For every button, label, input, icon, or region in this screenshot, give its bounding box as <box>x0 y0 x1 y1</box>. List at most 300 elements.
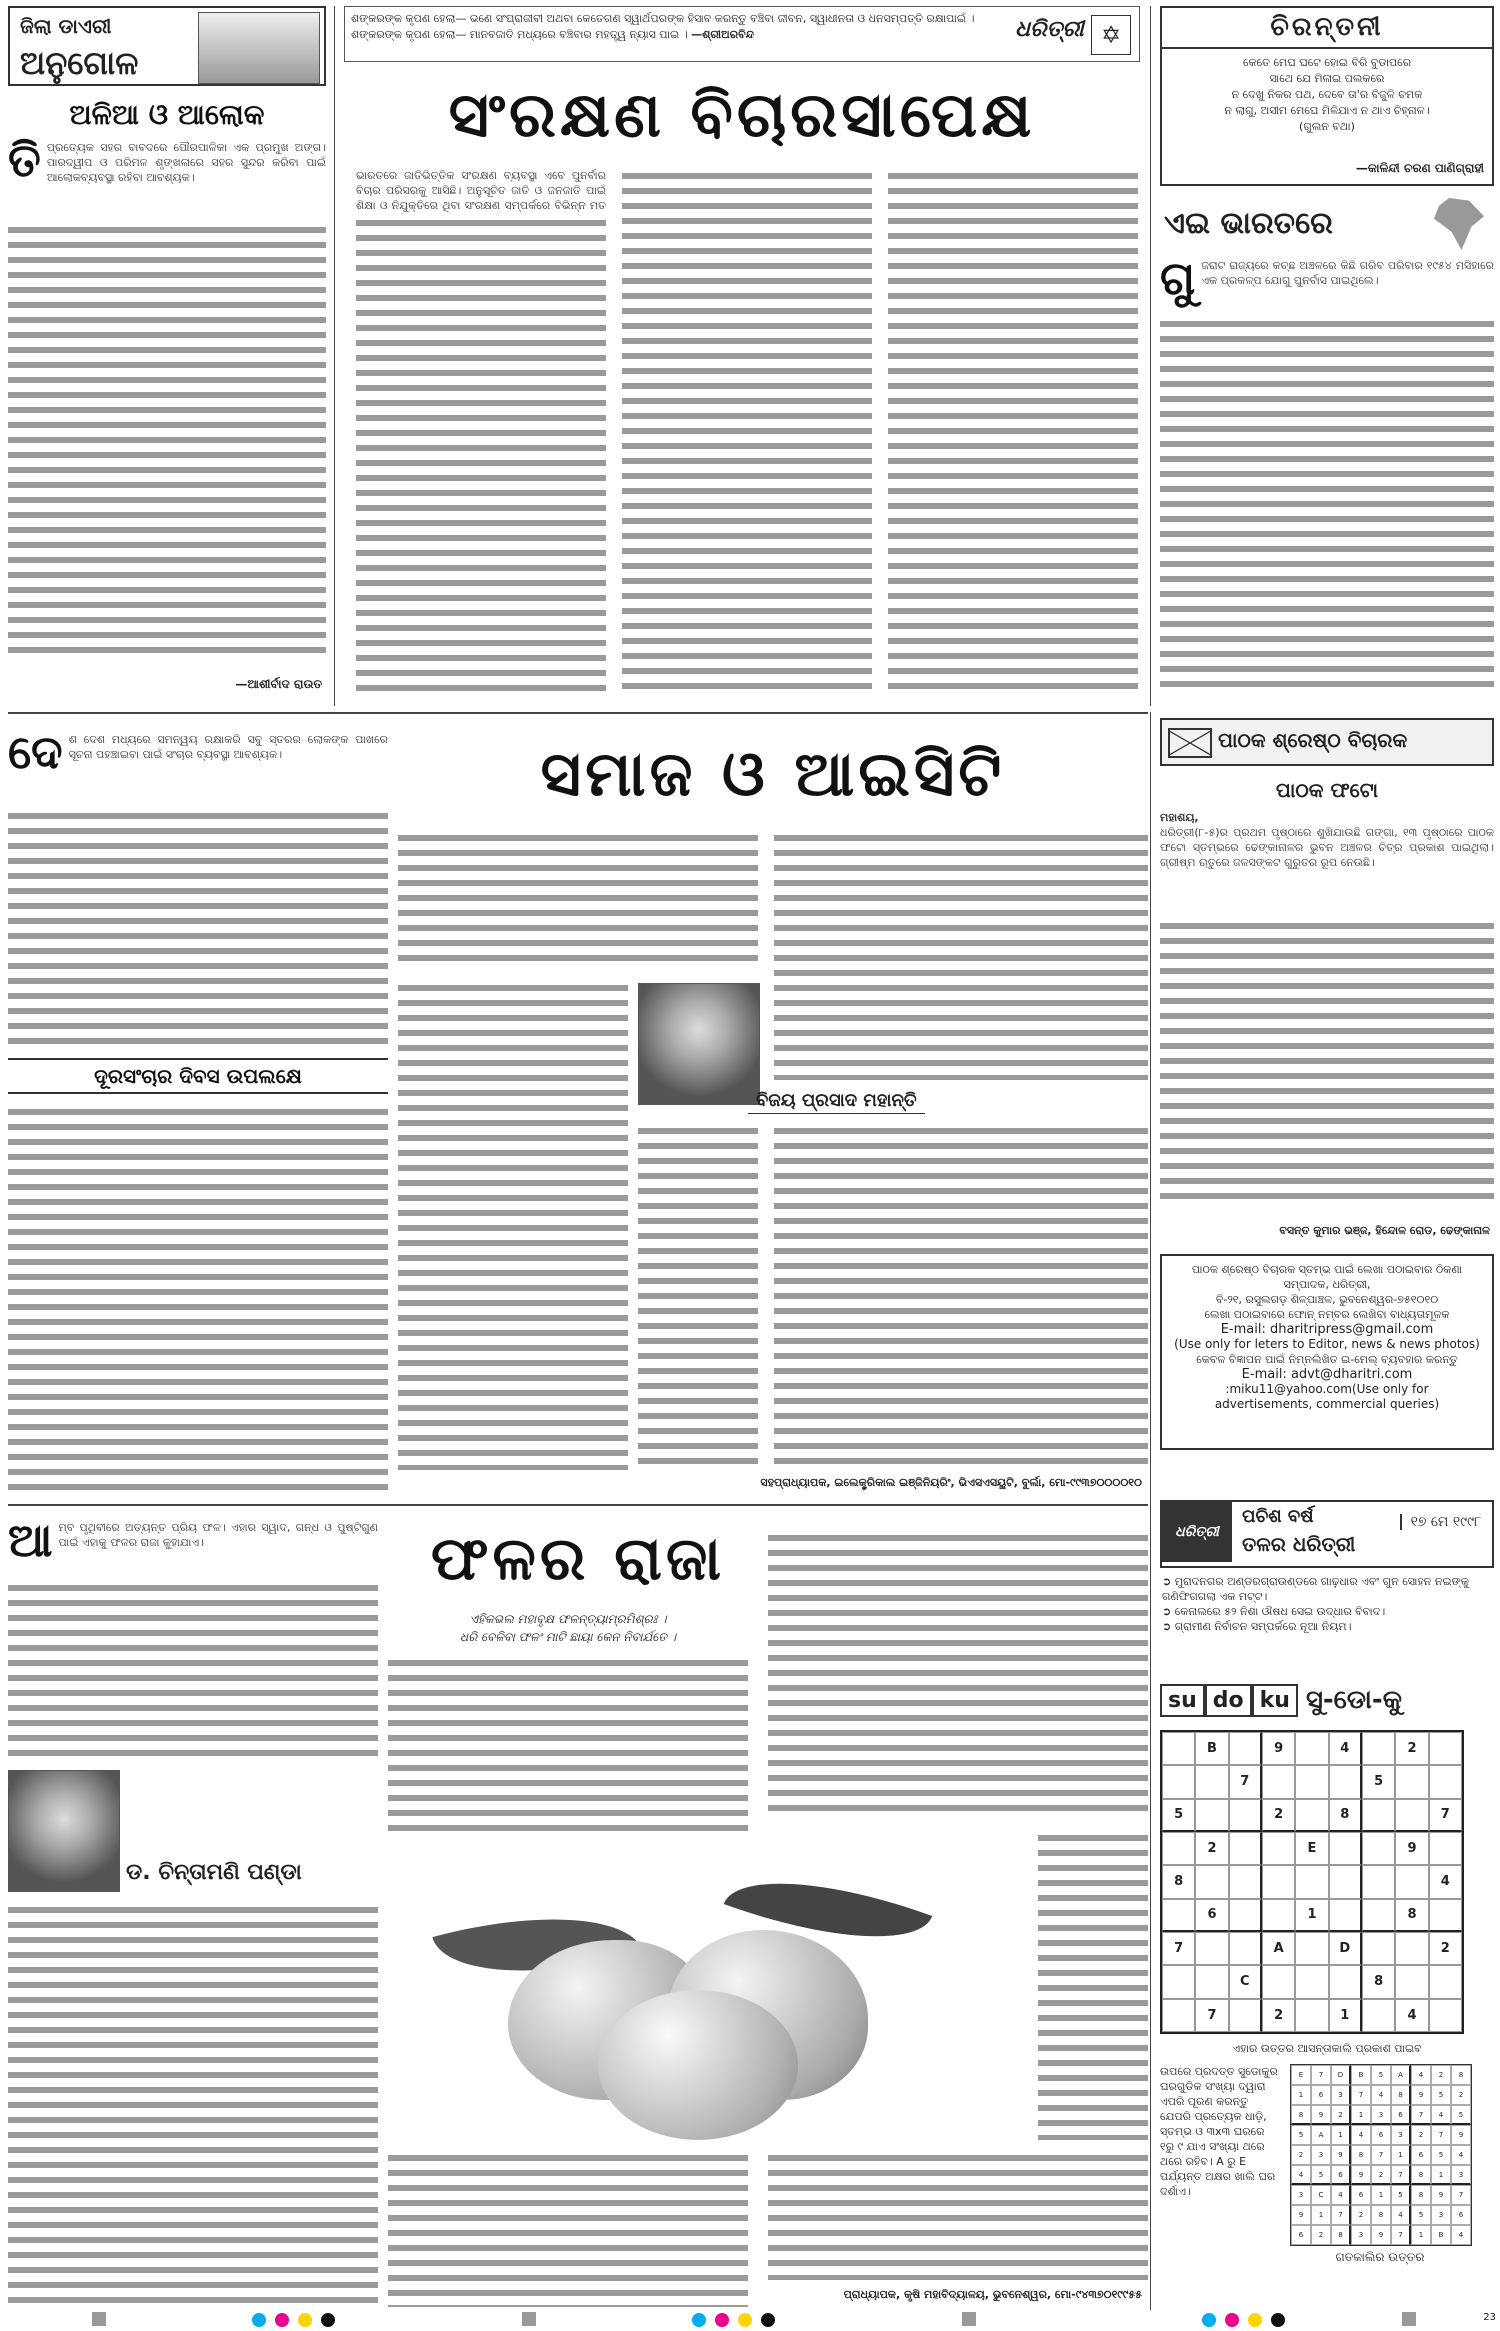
samaja-col2-left <box>398 980 628 1470</box>
sudoku-cell[interactable]: 7 <box>1162 1932 1195 1965</box>
sudoku-cell[interactable]: 2 <box>1262 1799 1295 1832</box>
sudoku-cell[interactable] <box>1295 1965 1328 1998</box>
sudoku-answer-cell: 4 <box>1371 2085 1391 2105</box>
sudoku-answer-cell: 4 <box>1411 2065 1431 2085</box>
ebharata-body <box>1160 316 1494 696</box>
yellow-dot <box>738 2313 752 2327</box>
sudoku-answer-cell: 4 <box>1351 2125 1371 2145</box>
phalara-author-photo <box>8 1770 120 1892</box>
dropcap: ଦେ <box>8 725 63 779</box>
sudoku-cell[interactable]: 9 <box>1262 1732 1295 1765</box>
sudoku-label-ku: ku <box>1252 1684 1298 1717</box>
sudoku-answer-cell: 1 <box>1431 2165 1451 2185</box>
sudoku-cell[interactable]: 4 <box>1429 1865 1462 1898</box>
pathaka-subheader: ପାଠକ ଫଟୋ <box>1275 778 1379 802</box>
sudoku-answer-cell: D <box>1331 2065 1351 2085</box>
sudoku-answer-cell: 5 <box>1391 2185 1411 2205</box>
sudoku-cell[interactable]: E <box>1295 1832 1328 1865</box>
samaja-subhead: ଦୂରସଂଚାର ଦିବସ ଉପଲକ୍ଷେ <box>94 1064 302 1088</box>
sudoku-answer-cell: 9 <box>1411 2085 1431 2105</box>
sudoku-cell[interactable] <box>1329 1832 1362 1865</box>
sudoku-answer-cell: 6 <box>1291 2225 1311 2245</box>
sudoku-answer-cell: 9 <box>1351 2165 1371 2185</box>
sudoku-answer-cell: 8 <box>1411 2165 1431 2185</box>
contact-line: ପାଠକ ଶ୍ରେଷ୍ଠ ବିଚାରକ ସ୍ତମ୍ଭ ପାଇଁ ଲେଖା ପଠାଇବାର ଠିକଣା <box>1191 1263 1463 1276</box>
sudoku-cell[interactable] <box>1162 1999 1195 2032</box>
samaja-title: ସମାଜ ଓ ଆଇସିଟି <box>540 737 1006 810</box>
registration-marks <box>0 2312 1500 2331</box>
sudoku-cell[interactable] <box>1195 1965 1228 1998</box>
sudoku-answer-cell: 2 <box>1431 2065 1451 2085</box>
sudoku-answer-cell: 5 <box>1311 2165 1331 2185</box>
sudoku-answer-cell: 7 <box>1311 2065 1331 2085</box>
sudoku-cell[interactable] <box>1395 1799 1428 1832</box>
sudoku-answer-cell: 6 <box>1411 2145 1431 2165</box>
main-editorial-col1 <box>356 215 606 695</box>
samaja-col2 <box>398 830 758 970</box>
sudoku-answer-cell: B <box>1431 2225 1451 2245</box>
sudoku-cell[interactable] <box>1229 1865 1262 1898</box>
sudoku-cell[interactable] <box>1362 1732 1395 1765</box>
sudoku-cell[interactable] <box>1395 1965 1428 1998</box>
cyan-dot <box>1202 2313 1216 2327</box>
samaja-lead-text: ଶ ଦେଶ ମଧ୍ୟରେ ସମନ୍ୱୟ ରକ୍ଷାକରି ସବୁ ସ୍ତରର ଲୋକଙ୍କ ପାଖରେ ସୂଚନା ପହଞ୍ଚାଇବା ପାଇଁ ସଂଚାର ବ୍ୟବସ୍ଥା ଆବଶ୍ୟକ। <box>68 733 388 761</box>
samaja-author-name: ବିଜୟ ପ୍ରସାଦ ମହାନ୍ତି <box>748 1088 925 1114</box>
sudoku-cell[interactable] <box>1295 1999 1328 2032</box>
quote-text-body: ଶଙ୍କରଙ୍କ କୃପଣ ହେଲା— ଭଣେ ସଂଘ୍ରାଜୀବୀ ଅଥବା କେତେଗଣ ସ୍ୱାର୍ଥପରଙ୍କ ହିସାବ କରନ୍ତୁ ବଞ୍ଚିବା ଜୀବନ, ସ୍ୱାଧୀନତା ଓ ଧନସମ୍ପତ୍ତି ରକ୍ଷାପାଇଁ । ଶଙ୍କରଙ୍କ କୃପଣ ହେଲା— ମାନବଜାତି ମଧ୍ୟରେ ବଞ୍ଚିବାର ମହତ୍ତ୍ୱ ନ୍ୟାସ ପାଇ । <box>351 12 975 41</box>
dropcap: ତି <box>8 133 41 187</box>
sudoku-cell[interactable] <box>1395 1932 1428 1965</box>
dharitri-logo: ଧରିତ୍ରୀ <box>1015 17 1084 42</box>
yellow-dot <box>298 2313 312 2327</box>
pachisha-item: ➲ ମୁରାଦନଗର ଅଣ୍ଡରଗ୍ରାଉଣ୍ଡରେ ଗାଢ଼ଧାର ଏବଂ ଗୁନ ସୋହନ ନଇଙ୍କୁ ଗଣିଫିଗଗଲା ଏକ ମଟ୍ଟ। <box>1162 1575 1469 1603</box>
contact-box <box>1160 1254 1494 1450</box>
phalara-col1-top <box>8 1580 378 1760</box>
sudoku-answer-cell: 8 <box>1291 2105 1311 2125</box>
sudoku-answer-cell: 4 <box>1391 2205 1411 2225</box>
gray-swatch <box>962 2312 976 2326</box>
sudoku-answer-cell: 5 <box>1291 2125 1311 2145</box>
sudoku-answer-cell: 9 <box>1331 2145 1351 2165</box>
poem-line: ସାଥେ ଯେ ମିଳାଇ ପଲକରେ <box>1269 72 1385 85</box>
column-rule <box>334 6 335 706</box>
district-building-photo <box>198 12 320 84</box>
sudoku-cell[interactable] <box>1162 1765 1195 1798</box>
phalara-byline: ପ୍ରାଧ୍ୟାପକ, କୃଷି ମହାବିଦ୍ୟାଳୟ, ଭୁବନେଶ୍ୱର, ମୋ-୯୪୩୭୦୧୯୯୫୫ <box>843 2288 1142 2301</box>
black-dot <box>761 2313 775 2327</box>
sudoku-cell[interactable]: A <box>1262 1932 1295 1965</box>
color-dots <box>250 2312 337 2331</box>
sudoku-answer-cell: A <box>1391 2065 1411 2085</box>
sudoku-cell[interactable]: 7 <box>1429 1799 1462 1832</box>
sudoku-answer-cell: 6 <box>1351 2185 1371 2205</box>
sudoku-cell[interactable] <box>1195 1765 1228 1798</box>
sudoku-cell[interactable] <box>1362 1799 1395 1832</box>
ebharata-section <box>1160 196 1494 700</box>
sudoku-answer-cell: 2 <box>1291 2145 1311 2165</box>
phalara-lead-text: ମ୍ବ ପୃଥିବୀରେ ଅତ୍ୟନ୍ତ ପ୍ରିୟ ଫଳ। ଏହାର ସ୍ୱାଦ, ଗନ୍ଧ ଓ ପୁଷ୍ଟିଗୁଣ ପାଇଁ ଏହାକୁ ଫଳର ରାଜା କୁହାଯାଏ। <box>58 1521 378 1549</box>
pathaka-body-filler <box>1160 918 1494 1208</box>
sudoku-answer-cell: 8 <box>1411 2185 1431 2205</box>
main-editorial-col3 <box>888 168 1138 695</box>
gray-swatch <box>1402 2312 1416 2326</box>
sudoku-cell[interactable] <box>1262 1865 1295 1898</box>
sudoku-cell[interactable]: 5 <box>1162 1799 1195 1832</box>
sudoku-answer-cell: 9 <box>1311 2105 1331 2125</box>
sudoku-previous-answer-grid <box>1290 2064 1472 2246</box>
main-editorial <box>344 70 1140 700</box>
sudoku-section <box>1160 1678 1494 2308</box>
chirantani-attribution: —କାଳିନ୍ଦୀ ଚରଣ ପାଣିଗ୍ରାହୀ <box>1355 161 1484 175</box>
sudoku-cell[interactable]: 1 <box>1295 1899 1328 1932</box>
sudoku-cell[interactable] <box>1162 1832 1195 1865</box>
sudoku-answer-cell: 6 <box>1371 2125 1391 2145</box>
sudoku-answer-cell: 1 <box>1371 2185 1391 2205</box>
chirantani-poem <box>1162 49 1492 141</box>
sudoku-answer-cell: 7 <box>1411 2105 1431 2125</box>
sudoku-grid[interactable] <box>1160 1730 1464 2034</box>
contact-email-note: (Use only for leters to Editor, news & news photos) <box>1174 1337 1480 1351</box>
sudoku-cell[interactable] <box>1362 1899 1395 1932</box>
sudoku-answer-cell: 3 <box>1451 2165 1471 2185</box>
sudoku-cell[interactable]: 9 <box>1395 1832 1428 1865</box>
sudoku-answer-cell: 6 <box>1451 2205 1471 2225</box>
sudoku-cell[interactable] <box>1395 1865 1428 1898</box>
pathaka-section <box>1160 718 1494 1248</box>
sudoku-answer-cell: 3 <box>1431 2205 1451 2225</box>
sudoku-cell[interactable] <box>1162 1732 1195 1765</box>
main-editorial-lead: ଭାରତରେ ଜାତିଭିତ୍ତିକ ସଂରକ୍ଷଣ ବ୍ୟବସ୍ଥା ଏବେ ପୁନର୍ବାର ବିଚାର ପରିସରକୁ ଆସିଛି। ଅନୁସୂଚିତ ଜାତି ଓ ଜନଜାତି ପାଇଁ ଶିକ୍ଷା ଓ ନିଯୁକ୍ତିରେ ଥିବା ସଂରକ୍ଷଣ ସମ୍ପର୍କରେ ବିଭିନ୍ନ ମତ <box>356 169 606 212</box>
sudoku-cell[interactable] <box>1295 1932 1328 1965</box>
sudoku-answer-cell: 3 <box>1331 2085 1351 2105</box>
samaja-subhead-box <box>8 1058 388 1094</box>
chirantani-box <box>1160 6 1494 186</box>
samaja-col1-bottom <box>8 1104 388 1496</box>
sudoku-cell[interactable] <box>1229 1932 1262 1965</box>
magenta-dot <box>715 2313 729 2327</box>
dropcap: ଆ <box>8 1513 53 1567</box>
sudoku-cell[interactable] <box>1295 1765 1328 1798</box>
sudoku-answer-cell: 6 <box>1331 2165 1351 2185</box>
color-dots <box>1200 2312 1287 2331</box>
sudoku-cell[interactable] <box>1229 1799 1262 1832</box>
quote-banner <box>344 6 1140 62</box>
page-number: 23 <box>1483 2312 1496 2323</box>
pachisha-title-2: ତଳର ଧରିତ୍ରୀ <box>1242 1532 1356 1556</box>
contact-line: ସମ୍ପାଦକ, ଧରିତ୍ରୀ, <box>1283 1278 1371 1291</box>
district-name: ଅନୁଗୋଳ <box>20 44 139 82</box>
sudoku-answer-cell: 9 <box>1431 2185 1451 2205</box>
black-dot <box>1271 2313 1285 2327</box>
article-alia-title: ଅଳିଆ ଓ ଆଲୋକ <box>69 98 265 131</box>
sudoku-instructions: ଉପରେ ପ୍ରଦତ୍ତ ସୁଡୋକୁର ଘରଗୁଡିକ ସଂଖ୍ୟା ଦ୍ୱାରା ଏପରି ପୂରଣ କରନ୍ତୁ ଯେପରି ପ୍ରତ୍ୟେକ ଧାଡ଼ି, ସ୍ତମ୍ଭ ଓ ୩x୩ ଘରରେ ୧ରୁ ୯ ଯାଏ ସଂଖ୍ୟା ଥରେ ଥରେ ରହିବ। A ରୁ E ପର୍ଯ୍ୟନ୍ତ ଅକ୍ଷର ଖାଲି ଘର ଦର୍ଶାଏ। <box>1160 2065 1278 2198</box>
section-rule <box>8 1504 1148 1506</box>
sudoku-answer-cell: 1 <box>1291 2085 1311 2105</box>
article-alia-body <box>8 222 326 662</box>
sudoku-answer-cell: 4 <box>1331 2185 1351 2205</box>
sudoku-answer-cell: 9 <box>1451 2125 1471 2145</box>
sudoku-cell[interactable] <box>1229 1832 1262 1865</box>
phalara-title: ଫଳର ରାଜା <box>430 1524 726 1594</box>
ebharata-lead-text: ଜରାଟ ରାଜ୍ୟରେ କଚ୍ଛ ଅଞ୍ଚଳରେ କିଛି ଗରିବ ପରିବାର ୧୯୫୪ ମସିହାରେ ଏକ ପ୍ରକଳ୍ପ ଯୋଗୁ ପୁନର୍ବାସ ପାଇଥିଲେ। <box>1201 259 1494 287</box>
contact-line: ବି-୨୧, ରସୁଲଗଡ଼ ଶିଳ୍ପାଞ୍ଚଳ, ଭୁବନେଶ୍ୱର-୭୫୧୦୧୦ <box>1215 1293 1439 1306</box>
samaja-byline: ସହପ୍ରାଧ୍ୟାପକ, ଇଲେକ୍ଟ୍ରିକାଲ ଇଞ୍ଜିନିୟରିଂ, ଭିଏସଏସୟୁଟି, ବୁର୍ଲା, ମୋ-୯୯୩୭୦୦୦୦୧୦ <box>760 1476 1142 1489</box>
sudoku-cell[interactable] <box>1262 1832 1295 1865</box>
main-editorial-col2 <box>622 168 872 695</box>
sudoku-cell[interactable] <box>1229 1899 1262 1932</box>
district-diary-header <box>8 6 326 86</box>
district-diary-label: ଜିଲା ଡାଏରୀ <box>20 14 112 38</box>
sudoku-answer-cell: 6 <box>1311 2085 1331 2105</box>
sudoku-answer-cell: 2 <box>1371 2165 1391 2185</box>
star-emblem-icon: ✡ <box>1091 15 1131 55</box>
phalara-author-name: ଡ. ଚିନ୍ତାମଣି ପଣ୍ଡା <box>126 1860 302 1885</box>
sudoku-cell[interactable]: B <box>1195 1732 1228 1765</box>
phalara-col3-mid <box>1038 1830 1148 2140</box>
pachisha-items <box>1160 1568 1494 1640</box>
article-alia-byline: —ଆଶୀର୍ବାଦ ରାଉତ <box>235 677 322 691</box>
sudoku-answer-cell: A <box>1311 2125 1331 2145</box>
sudoku-answer-cell: 2 <box>1351 2205 1371 2225</box>
sudoku-header <box>1160 1678 1494 1722</box>
sudoku-answer-cell: 7 <box>1351 2085 1371 2105</box>
sudoku-cell[interactable] <box>1429 1965 1462 1998</box>
sudoku-answer-cell: 4 <box>1431 2105 1451 2125</box>
quote-line: ଧରି ବେଳିବା ଫଳଂ ମାଟି ଛାୟା କେନ ନିବାର୍ଯତେ । <box>460 1630 676 1644</box>
samaja-col2-bottom <box>638 1123 758 1470</box>
ebharata-header <box>1160 196 1494 252</box>
sudoku-cell[interactable]: D <box>1329 1932 1362 1965</box>
sudoku-answer-cell: 4 <box>1451 2225 1471 2245</box>
sudoku-answer-cell: 1 <box>1391 2145 1411 2165</box>
sudoku-cell[interactable] <box>1162 1899 1195 1932</box>
phalara-col3-top <box>768 1530 1148 1820</box>
sudoku-cell[interactable]: 5 <box>1362 1765 1395 1798</box>
sudoku-answer-cell: 6 <box>1391 2105 1411 2125</box>
sudoku-answer-cell: 1 <box>1411 2225 1431 2245</box>
sudoku-cell[interactable] <box>1362 1865 1395 1898</box>
sudoku-bottom <box>1160 2064 1494 2308</box>
mango-image <box>388 1840 1028 2140</box>
pathaka-header <box>1160 718 1494 766</box>
phalara-col2-bottom <box>388 2150 748 2307</box>
sudoku-answer-cell: 2 <box>1451 2085 1471 2105</box>
sudoku-cell[interactable] <box>1429 1999 1462 2032</box>
sudoku-cell[interactable]: 8 <box>1329 1799 1362 1832</box>
sudoku-cell[interactable]: 8 <box>1362 1965 1395 1998</box>
sudoku-label-odia: ସୁ-ଡୋ-କୁ <box>1305 1684 1402 1715</box>
sudoku-cell[interactable]: 4 <box>1329 1732 1362 1765</box>
sudoku-cell[interactable] <box>1229 1732 1262 1765</box>
sudoku-answer-cell: 8 <box>1391 2085 1411 2105</box>
sudoku-cell[interactable]: 8 <box>1162 1865 1195 1898</box>
sudoku-answer-cell: 8 <box>1371 2205 1391 2225</box>
sudoku-cell[interactable] <box>1429 1832 1462 1865</box>
pachisha-section <box>1160 1500 1494 1670</box>
sudoku-cell[interactable] <box>1295 1799 1328 1832</box>
gray-swatch <box>92 2312 106 2326</box>
phalara-col2-top <box>388 1655 748 1835</box>
sudoku-cell[interactable] <box>1195 1932 1228 1965</box>
column-rule <box>1150 712 1151 2310</box>
author-photo <box>638 983 760 1105</box>
sudoku-label-do: do <box>1205 1684 1252 1717</box>
ebharata-lead <box>1160 251 1494 305</box>
sudoku-cell[interactable] <box>1362 1999 1395 2032</box>
poem-line: କେତେ ମେଘ ଘଟେ ହୋଇ ବିରି ବୁଡାପରେ <box>1242 56 1412 69</box>
sudoku-answer-cell: 3 <box>1371 2105 1391 2125</box>
sudoku-answer-cell: 7 <box>1431 2125 1451 2145</box>
sudoku-answer-cell: 8 <box>1351 2145 1371 2165</box>
sudoku-cell[interactable] <box>1429 1899 1462 1932</box>
pachisha-item: ➲ କେନାଲରେ ୫୨ ନିଶା ଔଷଧ ସେଇ ଉଦ୍ଧାର ବିବାଦ। <box>1162 1605 1386 1618</box>
envelope-icon <box>1168 728 1212 758</box>
article-alia <box>8 92 326 698</box>
pathaka-body: ଧରିତ୍ରୀ(୮-୫)ର ପ୍ରଥମ ପୃଷ୍ଠାରେ ଶୁଖିଯାଉଛି ଗଙ୍ଗା, ୧୩ ପୃଷ୍ଠାରେ ପାଠକ ଫଟୋ ସ୍ତମ୍ଭରେ ଢେଙ୍କାନାଳର ଭୁବନ ଅଞ୍ଚଳର ଚିତ୍ର ପ୍ରକାଶ ପାଇଥିଲା। ଗ୍ରୀଷ୍ମ ଋତୁରେ ଜଳସଙ୍କଟ ଗୁରୁତର ରୂପ ନେଉଛି। <box>1160 826 1494 869</box>
dropcap: ଗୁ <box>1160 251 1196 305</box>
sudoku-cell[interactable] <box>1429 1765 1462 1798</box>
sudoku-answer-cell: 3 <box>1391 2125 1411 2145</box>
sudoku-cell[interactable] <box>1262 1965 1295 1998</box>
poem-line: (ଗୁଲନ ବଥା) <box>1299 120 1355 133</box>
sudoku-cell[interactable] <box>1429 1732 1462 1765</box>
sudoku-answer-cell: 9 <box>1291 2205 1311 2225</box>
sudoku-cell[interactable] <box>1362 1832 1395 1865</box>
sudoku-cell[interactable] <box>1329 1899 1362 1932</box>
gray-swatch <box>522 2312 536 2326</box>
sudoku-cell[interactable] <box>1362 1932 1395 1965</box>
sudoku-cell[interactable] <box>1195 1799 1228 1832</box>
quote-attribution: —ଶ୍ରୀଅରବିନ୍ଦ <box>691 28 754 41</box>
sudoku-cell[interactable]: 2 <box>1429 1932 1462 1965</box>
column-rule <box>1150 6 1151 706</box>
sudoku-previous-answer-label: ଗତକାଲିର ଉତ୍ତର <box>1335 2250 1425 2264</box>
sudoku-answer-cell: 8 <box>1331 2225 1351 2245</box>
sudoku-cell[interactable]: 7 <box>1229 1765 1262 1798</box>
phalara-col3-bottom <box>768 2150 1148 2280</box>
samaja-article <box>8 718 1148 1498</box>
sudoku-cell[interactable]: 4 <box>1395 1999 1428 2032</box>
pathaka-title: ପାଠକ ଶ୍ରେଷ୍ଠ ବିଚାରକ <box>1218 728 1408 752</box>
sudoku-answer-cell: 2 <box>1311 2225 1331 2245</box>
contact-line: କେବଳ ବିଜ୍ଞାପନ ପାଇଁ ନିମ୍ନଲିଖିତ ଇ-ମେଲ୍ ବ୍ୟବହାର କରନ୍ତୁ <box>1196 1353 1458 1366</box>
sudoku-cell[interactable]: 2 <box>1395 1732 1428 1765</box>
sudoku-answer-cell: 5 <box>1431 2085 1451 2105</box>
contact-email-note: advertisements, commercial queries) <box>1214 1397 1440 1411</box>
samaja-col3 <box>774 830 1148 1080</box>
ebharata-title: ଏଇ ଭାରତରେ <box>1164 206 1333 241</box>
poem-line: ନ ଲାଗୁ, ଅସୀମ ମେଘେ ମିଳିଯାଏ ନ ଥାଏ ଚିହ୍ନାଳ। <box>1224 104 1430 117</box>
cyan-dot <box>692 2313 706 2327</box>
cyan-dot <box>252 2313 266 2327</box>
pathaka-salutation: ମହାଶୟ, <box>1160 811 1199 824</box>
sudoku-cell[interactable] <box>1262 1899 1295 1932</box>
sudoku-cell[interactable]: C <box>1229 1965 1262 1998</box>
mango-3 <box>598 1990 798 2140</box>
sudoku-cell[interactable]: 1 <box>1329 1999 1362 2032</box>
sudoku-cell[interactable] <box>1395 1765 1428 1798</box>
sudoku-cell[interactable] <box>1329 1965 1362 1998</box>
sudoku-cell[interactable] <box>1162 1965 1195 1998</box>
sudoku-answer-cell: 3 <box>1291 2185 1311 2205</box>
sudoku-answer-cell: E <box>1291 2065 1311 2085</box>
sudoku-cell[interactable] <box>1229 1999 1262 2032</box>
samaja-col1-top <box>8 808 388 1048</box>
main-editorial-title: ସଂରକ୍ଷଣ ବିଚାରସାପେକ୍ଷ <box>448 78 1036 151</box>
sudoku-answer-cell: 1 <box>1311 2205 1331 2225</box>
pachisha-title-1: ପଚିଶ ବର୍ଷ <box>1242 1506 1314 1527</box>
contact-email-yahoo[interactable]: :miku11@yahoo.com(Use only for <box>1225 1382 1429 1396</box>
sudoku-answer-cell: 5 <box>1371 2065 1391 2085</box>
black-dot <box>321 2313 335 2327</box>
quote-text <box>351 11 991 43</box>
sudoku-cell[interactable] <box>1295 1732 1328 1765</box>
pachisha-header <box>1160 1500 1494 1568</box>
sudoku-cell[interactable]: 7 <box>1195 1999 1228 2032</box>
sudoku-answer-cell: 2 <box>1411 2125 1431 2145</box>
sudoku-cell[interactable] <box>1262 1765 1295 1798</box>
sudoku-cell[interactable] <box>1329 1865 1362 1898</box>
pachisha-date: ୧୭ ମେ ୧୯୯୮ <box>1400 1514 1486 1530</box>
contact-line: ଲେଖା ପଠାଇବାରେ ଫୋନ୍ ନମ୍ବର ଲେଖିବା ବାଧ୍ୟତାମୂଳକ <box>1204 1308 1450 1321</box>
phalara-lead <box>8 1513 378 1567</box>
sudoku-answer-cell: 5 <box>1451 2105 1471 2125</box>
sudoku-answer-note: ଏହାର ଉତ୍ତର ଆସନ୍ତାକାଲି ପ୍ରକାଶ ପାଇବ <box>1232 2042 1422 2055</box>
yellow-dot <box>1248 2313 1262 2327</box>
sudoku-answer-cell: 1 <box>1351 2105 1371 2125</box>
sudoku-cell[interactable] <box>1329 1765 1362 1798</box>
samaja-col3-bottom <box>774 1123 1148 1470</box>
sudoku-answer-cell: 4 <box>1451 2145 1471 2165</box>
magenta-dot <box>275 2313 289 2327</box>
sudoku-answer-cell: 7 <box>1371 2145 1391 2165</box>
sudoku-cell[interactable] <box>1195 1865 1228 1898</box>
sudoku-answer-cell: 8 <box>1451 2065 1471 2085</box>
sudoku-answer-cell: C <box>1311 2185 1331 2205</box>
color-dots <box>690 2312 777 2331</box>
sudoku-cell[interactable]: 2 <box>1262 1999 1295 2032</box>
contact-email-press[interactable]: E-mail: dharitripress@gmail.com <box>1220 1322 1434 1337</box>
sudoku-answer-cell: 3 <box>1311 2145 1331 2165</box>
contact-email-advt[interactable]: E-mail: advt@dharitri.com <box>1241 1367 1413 1382</box>
sudoku-answer-cell: B <box>1351 2065 1371 2085</box>
sudoku-answer-cell: 9 <box>1371 2225 1391 2245</box>
sudoku-cell[interactable] <box>1295 1865 1328 1898</box>
phalara-col1-bottom <box>8 1902 378 2307</box>
sudoku-answer-cell: 5 <box>1431 2145 1451 2165</box>
pachisha-item: ➲ ଗ୍ରାମୀଣ ନିର୍ବାଚନ ସମ୍ପର୍କରେ ନୂଆ ନିୟମ। <box>1162 1620 1352 1633</box>
phalara-quote <box>388 1610 748 1646</box>
sudoku-answer-cell: 3 <box>1351 2225 1371 2245</box>
sudoku-answer-cell: 7 <box>1331 2205 1351 2225</box>
chirantani-title: ଚିରନ୍ତନୀ <box>1162 8 1492 49</box>
sudoku-cell[interactable]: 2 <box>1195 1832 1228 1865</box>
article-alia-lead: ପ୍ରତ୍ୟେକ ସହର ବାବଦରେ ପୌରପାଳିକା ଏକ ପ୍ରମୁଖ ଅଙ୍ଗ। ପାରଦ୍ୱୀପ ଓ ପରିମଳ ଶୃଙ୍ଖଳାରେ ସହର ସୁନ୍ଦର କରିବା ପାଇଁ ଆଲୋକବ୍ୟବସ୍ଥା ରହିବା ଆବଶ୍ୟକ। <box>46 141 326 184</box>
sudoku-label-su: su <box>1160 1684 1205 1717</box>
pathaka-signature: ବସନ୍ତ କୁମାର ଭଞ୍ଜ, ହିନ୍ଦୋଳ ରୋଡ, ଢେଙ୍କାନାଳ <box>1279 1224 1490 1237</box>
samaja-lead <box>8 725 388 779</box>
sudoku-cell[interactable]: 6 <box>1195 1899 1228 1932</box>
india-map-icon <box>1434 198 1484 250</box>
sudoku-cell[interactable]: 8 <box>1395 1899 1428 1932</box>
sudoku-answer-cell: 4 <box>1291 2165 1311 2185</box>
article-alia-text <box>8 133 326 187</box>
sudoku-answer-cell: 5 <box>1411 2205 1431 2225</box>
section-rule <box>8 712 1148 714</box>
pachisha-logo: ଧରିତ୍ରୀ <box>1162 1502 1232 1562</box>
phalara-article <box>8 1510 1148 2310</box>
sudoku-answer-cell: 7 <box>1391 2225 1411 2245</box>
